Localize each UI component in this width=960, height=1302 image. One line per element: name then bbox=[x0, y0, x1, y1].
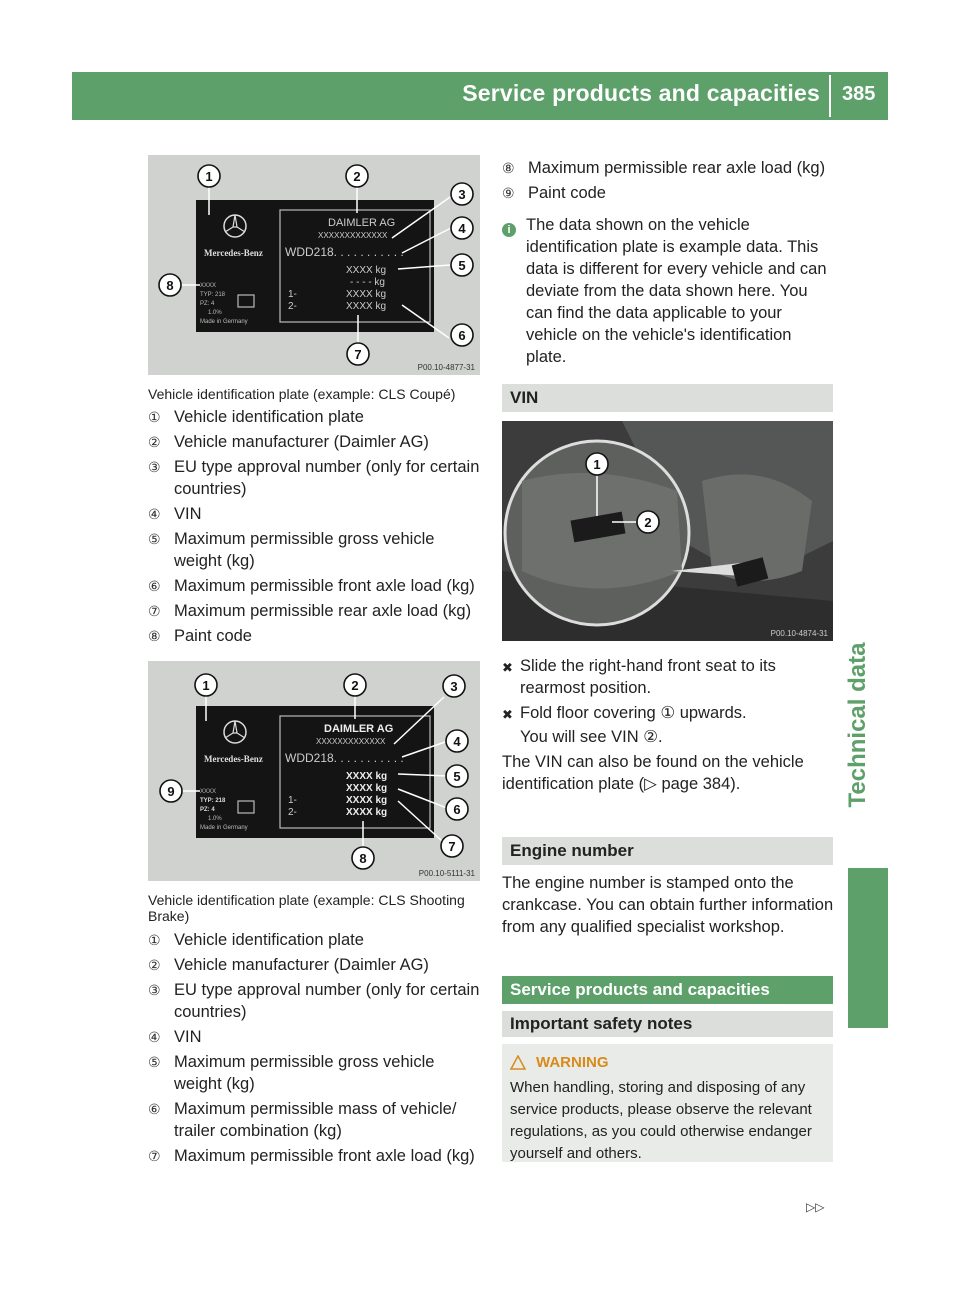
svg-text:1: 1 bbox=[205, 169, 213, 184]
figure2-caption: Vehicle identification plate (example: CLS Shooting Brake) bbox=[148, 892, 465, 924]
svg-text:XXXX kg: XXXX kg bbox=[346, 771, 388, 782]
side-tab-label: Technical data bbox=[844, 642, 871, 808]
svg-text:9: 9 bbox=[167, 784, 175, 799]
section-heading-engine-number: Engine number bbox=[502, 837, 833, 865]
plate-body bbox=[196, 200, 434, 332]
plate-maker: DAIMLER AG bbox=[328, 217, 396, 229]
svg-text:1.0%: 1.0% bbox=[208, 310, 222, 316]
svg-text:XXXX kg: XXXX kg bbox=[346, 783, 388, 794]
svg-text:8: 8 bbox=[359, 851, 367, 866]
plate-row2: 2- bbox=[288, 301, 297, 312]
engine-paragraph: The engine number is stamped onto the crankcase. You can obtain further information from any qualified specialist workshop. bbox=[502, 874, 834, 936]
brand-text: Mercedes-Benz bbox=[204, 248, 263, 258]
svg-text:2: 2 bbox=[644, 515, 652, 530]
svg-text:XXXX: XXXX bbox=[200, 789, 217, 795]
brand-text: Mercedes-Benz bbox=[204, 754, 263, 764]
plate-vin: WDD218. . . . . . . . . . . bbox=[285, 751, 404, 765]
plate-maker: DAIMLER AG bbox=[324, 723, 394, 735]
list-item: ⑤ Maximum permissible gross vehicle weight (kg) bbox=[148, 1053, 435, 1093]
svg-text:7: 7 bbox=[448, 839, 456, 854]
page-header-title: Service products and capacities bbox=[462, 80, 820, 106]
plate-w4: XXXX kg bbox=[346, 301, 387, 312]
plate-body bbox=[196, 706, 434, 838]
svg-text:5: 5 bbox=[458, 258, 466, 273]
info-note bbox=[502, 214, 835, 368]
svg-text:TYP: 218: TYP: 218 bbox=[200, 798, 226, 804]
list-item: ⑧ Maximum permissible rear axle load (kg) bbox=[502, 159, 826, 177]
vin-paragraph: The VIN can also be found on the vehicle identification plate (▷ page 384). bbox=[502, 753, 804, 793]
list-item: ⑧ Paint code bbox=[148, 627, 252, 645]
list-item: ⑤ Maximum permissible gross vehicle weight (kg) bbox=[148, 530, 435, 570]
list-item: ② Vehicle manufacturer (Daimler AG) bbox=[148, 956, 429, 974]
svg-text:Made in Germany: Made in Germany bbox=[200, 825, 248, 831]
svg-text:XXXX kg: XXXX kg bbox=[346, 807, 388, 818]
list-item: ④ VIN bbox=[148, 505, 202, 523]
continue-marker: ▷▷ bbox=[806, 1200, 825, 1214]
plate-row1: 1- bbox=[288, 289, 297, 300]
list-item: ③ EU type approval number (only for certain countries) bbox=[148, 458, 480, 498]
svg-text:3: 3 bbox=[450, 679, 458, 694]
svg-text:PZ: 4: PZ: 4 bbox=[200, 301, 215, 307]
svg-text:1: 1 bbox=[593, 457, 601, 472]
svg-text:1-: 1- bbox=[288, 795, 297, 806]
section-heading-service-products: Service products and capacities bbox=[502, 976, 833, 1004]
side-tab-marker bbox=[848, 868, 888, 1028]
plate-w1: XXXX kg bbox=[346, 265, 387, 276]
figure1-caption: Vehicle identification plate (example: CLS Coupé) bbox=[148, 386, 456, 402]
warning-box bbox=[502, 1044, 833, 1162]
svg-text:6: 6 bbox=[453, 802, 461, 817]
list-item: ⑦ Maximum permissible front axle load (kg) bbox=[148, 1147, 475, 1165]
svg-text:TYP: 218: TYP: 218 bbox=[200, 292, 226, 298]
svg-text:6: 6 bbox=[458, 328, 466, 343]
id-plate-illustration bbox=[148, 155, 480, 375]
list-item: ⑥ Maximum permissible mass of vehicle/ trailer combination (kg) bbox=[148, 1100, 457, 1140]
step-item: ✖ Fold floor covering ① upwards. bbox=[502, 704, 747, 722]
section-heading-vin: VIN bbox=[502, 384, 833, 412]
page-number: 385 bbox=[842, 83, 876, 105]
header-separator bbox=[829, 75, 831, 117]
figure-id-plate-coupe bbox=[148, 155, 480, 375]
list-item: ① Vehicle identification plate bbox=[148, 408, 364, 426]
svg-text:1.0%: 1.0% bbox=[208, 816, 222, 822]
step-item: ✖ Slide the right-hand front seat to its rearmost position. bbox=[502, 657, 776, 697]
list-item: ⑨ Paint code bbox=[502, 184, 606, 202]
svg-text:2: 2 bbox=[351, 678, 359, 693]
legend-list-2-continued bbox=[502, 157, 837, 207]
list-item: ④ VIN bbox=[148, 1028, 202, 1046]
id-plate-illustration bbox=[148, 661, 480, 881]
svg-text:1: 1 bbox=[202, 678, 210, 693]
section-heading-safety-notes: Important safety notes bbox=[502, 1011, 833, 1037]
figure-ref: P00.10-4877-31 bbox=[417, 363, 475, 372]
list-item: ① Vehicle identification plate bbox=[148, 931, 364, 949]
figure-vin-location bbox=[502, 421, 833, 641]
svg-text:2-: 2- bbox=[288, 807, 297, 818]
svg-text:3: 3 bbox=[458, 187, 466, 202]
svg-text:7: 7 bbox=[354, 347, 362, 362]
svg-text:8: 8 bbox=[166, 278, 174, 293]
plate-w2: - - - - kg bbox=[350, 277, 385, 288]
warning-header: WARNING bbox=[510, 1054, 825, 1071]
svg-text:5: 5 bbox=[453, 769, 461, 784]
svg-text:XXXX kg: XXXX kg bbox=[346, 795, 388, 806]
plate-code: XXXXXXXXXXXXX bbox=[318, 231, 388, 240]
plate-code: XXXXXXXXXXXXX bbox=[316, 737, 386, 746]
info-note-text: The data shown on the vehicle identification plate is example data. This data is different for every vehicle and can deviate from the data shown here. You can find the data applicable to your vehicle on the vehicle's identification plate. bbox=[526, 216, 827, 366]
figure-ref: P00.10-4874-31 bbox=[770, 629, 828, 638]
svg-text:4: 4 bbox=[453, 734, 461, 749]
svg-text:XXXX: XXXX bbox=[200, 283, 217, 289]
legend-list-2 bbox=[148, 929, 483, 1170]
svg-text:Made in Germany: Made in Germany bbox=[200, 319, 248, 325]
plate-w3: XXXX kg bbox=[346, 289, 387, 300]
vin-steps bbox=[502, 655, 835, 795]
warning-triangle-icon bbox=[510, 1055, 526, 1070]
list-item: ⑥ Maximum permissible front axle load (kg) bbox=[148, 577, 475, 595]
svg-text:2: 2 bbox=[353, 169, 361, 184]
figure-ref: P00.10-5111-31 bbox=[418, 869, 475, 878]
list-item: ⑦ Maximum permissible rear axle load (kg) bbox=[148, 602, 472, 620]
list-item: ③ EU type approval number (only for certain countries) bbox=[148, 981, 480, 1021]
list-item: ② Vehicle manufacturer (Daimler AG) bbox=[148, 433, 429, 451]
step-result: You will see VIN ②. bbox=[520, 728, 663, 746]
plate-vin: WDD218. . . . . . . . . . . bbox=[285, 245, 404, 259]
svg-text:4: 4 bbox=[458, 221, 466, 236]
warning-text: When handling, storing and disposing of any service products, please observe the relevant regulations, as you could otherwise endanger yourself and others. bbox=[510, 1079, 812, 1162]
svg-text:PZ: 4: PZ: 4 bbox=[200, 807, 215, 813]
figure-id-plate-shooting-brake bbox=[148, 661, 480, 881]
legend-list-1 bbox=[148, 406, 483, 650]
side-tab bbox=[830, 630, 886, 820]
vin-location-illustration bbox=[502, 421, 833, 641]
info-icon: i bbox=[502, 223, 516, 237]
